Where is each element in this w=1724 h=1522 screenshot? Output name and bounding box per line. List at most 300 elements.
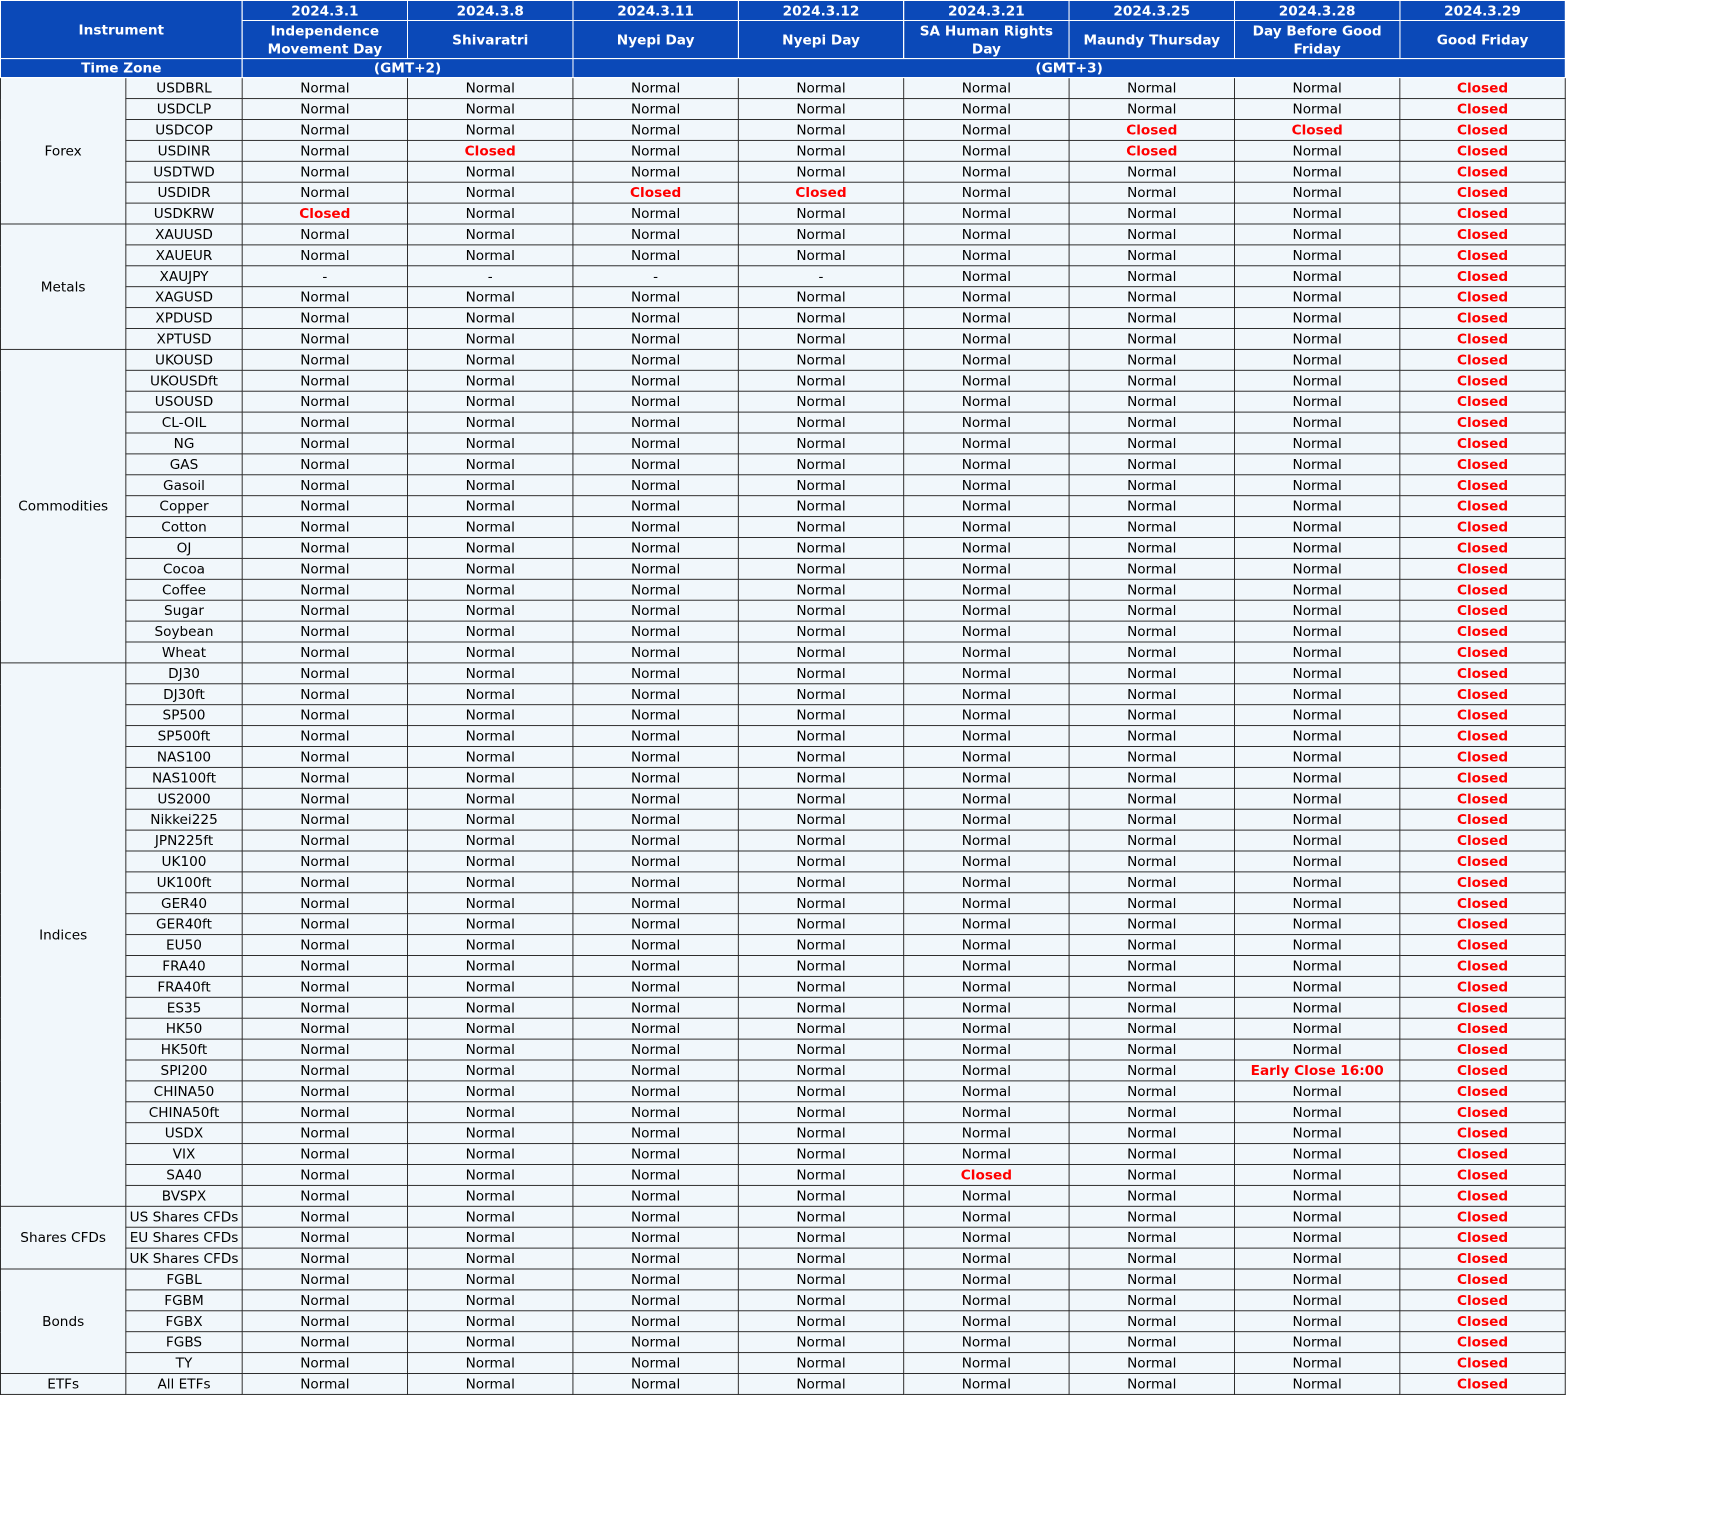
status-cell: Normal [904, 621, 1069, 642]
instrument-name: USDTWD [126, 161, 242, 182]
status-cell: Normal [242, 809, 407, 830]
category-cell: Bonds [0, 1269, 125, 1374]
status-cell: Normal [408, 308, 573, 329]
status-cell: Normal [1234, 914, 1399, 935]
status-cell: Normal [904, 872, 1069, 893]
instrument-header: Instrument [0, 0, 242, 58]
table-row [0, 182, 1565, 203]
status-cell: Normal [738, 517, 903, 538]
instrument-name: Sugar [126, 600, 242, 621]
status-cell: Normal [242, 391, 407, 412]
status-cell: Closed [1400, 976, 1565, 997]
status-cell: Normal [1234, 224, 1399, 245]
status-cell: Normal [738, 1123, 903, 1144]
status-cell: Normal [738, 663, 903, 684]
status-cell: Normal [1234, 1123, 1399, 1144]
instrument-name: SPI200 [126, 1060, 242, 1081]
status-cell: Normal [1234, 78, 1399, 99]
status-cell: Normal [408, 642, 573, 663]
instrument-name: XAGUSD [126, 287, 242, 308]
status-cell: Closed [1400, 454, 1565, 475]
table-row [0, 287, 1565, 308]
status-cell: Normal [904, 809, 1069, 830]
status-cell: Normal [242, 496, 407, 517]
status-cell: Normal [573, 517, 738, 538]
status-cell: Normal [573, 1248, 738, 1269]
status-cell: Normal [408, 1227, 573, 1248]
status-cell: Normal [1234, 767, 1399, 788]
status-cell: Normal [738, 161, 903, 182]
status-cell: Normal [573, 600, 738, 621]
status-cell: Normal [1069, 1102, 1234, 1123]
status-cell: Normal [573, 830, 738, 851]
status-cell: Normal [408, 412, 573, 433]
status-cell: Closed [1400, 412, 1565, 433]
status-cell: Closed [1400, 245, 1565, 266]
status-cell: Normal [1069, 1060, 1234, 1081]
status-cell: Normal [738, 287, 903, 308]
status-cell: Normal [573, 663, 738, 684]
status-cell: Normal [242, 955, 407, 976]
instrument-name: Cocoa [126, 558, 242, 579]
status-cell: Normal [1234, 746, 1399, 767]
status-cell: Closed [1400, 328, 1565, 349]
status-cell: Normal [573, 767, 738, 788]
status-cell: Normal [573, 328, 738, 349]
status-cell: Normal [1069, 1311, 1234, 1332]
status-cell: Closed [1400, 140, 1565, 161]
status-cell: Normal [408, 726, 573, 747]
timezone-gmt2: (GMT+2) [242, 59, 573, 78]
status-cell: Normal [1069, 997, 1234, 1018]
status-cell: Closed [1400, 1144, 1565, 1165]
instrument-name: US Shares CFDs [126, 1206, 242, 1227]
table-row [0, 308, 1565, 329]
status-cell: Normal [1234, 621, 1399, 642]
status-cell: Normal [904, 1081, 1069, 1102]
instrument-name: SP500 [126, 705, 242, 726]
instrument-name: CL-OIL [126, 412, 242, 433]
status-cell: Normal [573, 287, 738, 308]
status-cell: Closed [1400, 788, 1565, 809]
status-cell: Normal [242, 1269, 407, 1290]
status-cell: Normal [242, 224, 407, 245]
category-cell: Shares CFDs [0, 1206, 125, 1269]
status-cell: Normal [738, 328, 903, 349]
status-cell: Normal [242, 1081, 407, 1102]
instrument-name: All ETFs [126, 1374, 242, 1395]
status-cell: Closed [1234, 119, 1399, 140]
status-cell: Normal [1069, 1227, 1234, 1248]
status-cell: Normal [738, 767, 903, 788]
instrument-name: NAS100 [126, 746, 242, 767]
status-cell: Closed [1400, 370, 1565, 391]
status-cell: Closed [1400, 119, 1565, 140]
status-cell: Normal [573, 1185, 738, 1206]
status-cell: Normal [1234, 558, 1399, 579]
instrument-name: SP500ft [126, 726, 242, 747]
table-row [0, 1081, 1565, 1102]
table-row [0, 1060, 1565, 1081]
status-cell: Normal [573, 1144, 738, 1165]
status-cell: Closed [1400, 99, 1565, 120]
status-cell: Normal [904, 788, 1069, 809]
status-cell: Normal [573, 119, 738, 140]
status-cell: Normal [1234, 1164, 1399, 1185]
status-cell: Normal [242, 370, 407, 391]
status-cell: Normal [904, 851, 1069, 872]
status-cell: Normal [573, 245, 738, 266]
status-cell: Normal [408, 1332, 573, 1353]
status-cell: Normal [1069, 684, 1234, 705]
status-cell: Normal [408, 746, 573, 767]
status-cell: Normal [738, 496, 903, 517]
status-cell: Normal [242, 1290, 407, 1311]
status-cell: Normal [738, 1081, 903, 1102]
status-cell: - [738, 266, 903, 287]
status-cell: Normal [242, 914, 407, 935]
status-cell: Normal [573, 893, 738, 914]
status-cell: Normal [1069, 1081, 1234, 1102]
instrument-name: OJ [126, 537, 242, 558]
status-cell: Normal [573, 140, 738, 161]
status-cell: Closed [1400, 746, 1565, 767]
status-cell: Closed [1400, 558, 1565, 579]
table-row [0, 1164, 1565, 1185]
instrument-name: FGBM [126, 1290, 242, 1311]
table-row [0, 1248, 1565, 1269]
status-cell: Closed [1400, 224, 1565, 245]
status-cell: Normal [1069, 642, 1234, 663]
table-row [0, 558, 1565, 579]
status-cell: Normal [242, 684, 407, 705]
date-header: 2024.3.28 [1234, 0, 1399, 20]
status-cell: Normal [573, 684, 738, 705]
status-cell: Normal [904, 1353, 1069, 1374]
status-cell: Closed [1069, 140, 1234, 161]
instrument-name: USDX [126, 1123, 242, 1144]
status-cell: Normal [1234, 1374, 1399, 1395]
table-row [0, 537, 1565, 558]
status-cell: Normal [904, 1227, 1069, 1248]
holiday-header: SA Human Rights Day [904, 20, 1069, 58]
status-cell: Closed [1400, 1227, 1565, 1248]
status-cell: Normal [408, 203, 573, 224]
instrument-name: USDKRW [126, 203, 242, 224]
category-cell: Indices [0, 663, 125, 1206]
status-cell: Normal [904, 433, 1069, 454]
status-cell: Normal [904, 579, 1069, 600]
status-cell: Normal [242, 119, 407, 140]
status-cell: Closed [1400, 78, 1565, 99]
status-cell: Normal [242, 893, 407, 914]
table-row [0, 78, 1565, 99]
table-row [0, 496, 1565, 517]
status-cell: Normal [573, 642, 738, 663]
status-cell: Normal [408, 1248, 573, 1269]
status-cell: Normal [408, 893, 573, 914]
status-cell: Normal [1069, 1353, 1234, 1374]
table-row [0, 1290, 1565, 1311]
status-cell: Normal [573, 1269, 738, 1290]
status-cell: Normal [1069, 1018, 1234, 1039]
status-cell: Closed [1400, 349, 1565, 370]
status-cell: Normal [1234, 1206, 1399, 1227]
holiday-header: Day Before Good Friday [1234, 20, 1399, 58]
status-cell: Normal [408, 914, 573, 935]
status-cell: Normal [408, 1269, 573, 1290]
status-cell: Normal [573, 1123, 738, 1144]
status-cell: Normal [242, 1164, 407, 1185]
status-cell: Normal [242, 746, 407, 767]
status-cell: Normal [904, 517, 1069, 538]
status-cell: Normal [573, 1164, 738, 1185]
status-cell: Normal [242, 161, 407, 182]
date-header: 2024.3.21 [904, 0, 1069, 20]
status-cell: Normal [738, 1164, 903, 1185]
status-cell: Normal [573, 579, 738, 600]
status-cell: Normal [1234, 140, 1399, 161]
status-cell: Closed [1400, 1039, 1565, 1060]
instrument-name: JPN225ft [126, 830, 242, 851]
status-cell: Normal [738, 1353, 903, 1374]
table-row [0, 642, 1565, 663]
status-cell: Normal [1069, 1248, 1234, 1269]
instrument-name: XAUEUR [126, 245, 242, 266]
status-cell: Closed [1400, 1353, 1565, 1374]
status-cell: Normal [904, 1102, 1069, 1123]
status-cell: Normal [904, 119, 1069, 140]
status-cell: Normal [1234, 955, 1399, 976]
status-cell: Normal [738, 1311, 903, 1332]
status-cell: Normal [738, 1185, 903, 1206]
status-cell: Closed [1400, 726, 1565, 747]
status-cell: Normal [1069, 872, 1234, 893]
status-cell: Normal [1234, 1353, 1399, 1374]
status-cell: Normal [573, 308, 738, 329]
instrument-name: Gasoil [126, 475, 242, 496]
status-cell: Normal [1234, 370, 1399, 391]
status-cell: Normal [1234, 705, 1399, 726]
instrument-name: VIX [126, 1144, 242, 1165]
instrument-name: Soybean [126, 621, 242, 642]
holiday-header: Shivaratri [408, 20, 573, 58]
status-cell: Normal [738, 1374, 903, 1395]
status-cell: Normal [904, 78, 1069, 99]
status-cell: Normal [408, 370, 573, 391]
status-cell: Normal [1234, 642, 1399, 663]
status-cell: Normal [408, 788, 573, 809]
table-row [0, 266, 1565, 287]
status-cell: Normal [1234, 433, 1399, 454]
table-row [0, 1144, 1565, 1165]
table-row [0, 1374, 1565, 1395]
status-cell: Normal [904, 454, 1069, 475]
status-cell: Normal [1069, 328, 1234, 349]
status-cell: Normal [738, 308, 903, 329]
instrument-name: XAUJPY [126, 266, 242, 287]
status-cell: Normal [1234, 161, 1399, 182]
status-cell: Normal [1069, 1185, 1234, 1206]
status-cell: Normal [573, 161, 738, 182]
status-cell: Normal [738, 872, 903, 893]
status-cell: Normal [904, 537, 1069, 558]
status-cell: Closed [1400, 955, 1565, 976]
status-cell: Normal [408, 1374, 573, 1395]
status-cell: Normal [738, 851, 903, 872]
status-cell: Normal [1234, 1102, 1399, 1123]
status-cell: Normal [1234, 726, 1399, 747]
status-cell: Normal [242, 872, 407, 893]
table-row [0, 1018, 1565, 1039]
date-header: 2024.3.11 [573, 0, 738, 20]
status-cell: Normal [1234, 893, 1399, 914]
status-cell: Normal [1234, 537, 1399, 558]
status-cell: Closed [1400, 851, 1565, 872]
status-cell: Normal [904, 1374, 1069, 1395]
status-cell: Normal [738, 809, 903, 830]
status-cell: Closed [1400, 496, 1565, 517]
status-cell: Normal [904, 726, 1069, 747]
status-cell: Normal [738, 705, 903, 726]
status-cell: Normal [1069, 726, 1234, 747]
status-cell: Normal [408, 830, 573, 851]
instrument-name: FRA40 [126, 955, 242, 976]
status-cell: Normal [408, 1311, 573, 1332]
status-cell: Normal [904, 935, 1069, 956]
status-cell: Normal [573, 349, 738, 370]
status-cell: Normal [242, 537, 407, 558]
status-cell: Normal [904, 1185, 1069, 1206]
instrument-name: GER40ft [126, 914, 242, 935]
table-header [0, 0, 1565, 77]
table-body [0, 78, 1565, 1395]
table-row [0, 349, 1565, 370]
status-cell: Normal [738, 976, 903, 997]
status-cell: Normal [738, 830, 903, 851]
status-cell: Closed [1400, 579, 1565, 600]
status-cell: Normal [904, 287, 1069, 308]
status-cell: Normal [573, 475, 738, 496]
status-cell: Normal [1069, 767, 1234, 788]
status-cell: Normal [408, 684, 573, 705]
table-row [0, 600, 1565, 621]
category-cell: Metals [0, 224, 125, 349]
status-cell: Closed [1400, 997, 1565, 1018]
status-cell: Normal [1069, 1374, 1234, 1395]
status-cell: Normal [573, 1332, 738, 1353]
status-cell: Normal [738, 684, 903, 705]
status-cell: Normal [1234, 600, 1399, 621]
status-cell: Normal [408, 1102, 573, 1123]
table-row [0, 99, 1565, 120]
status-cell: Normal [408, 1206, 573, 1227]
date-row [0, 0, 1565, 20]
status-cell: Closed [1400, 1060, 1565, 1081]
status-cell: Normal [408, 558, 573, 579]
status-cell: Normal [1234, 99, 1399, 120]
instrument-name: USDINR [126, 140, 242, 161]
status-cell: Normal [904, 161, 1069, 182]
status-cell: Normal [738, 1018, 903, 1039]
status-cell: Closed [1400, 266, 1565, 287]
status-cell: Normal [1069, 893, 1234, 914]
instrument-name: ES35 [126, 997, 242, 1018]
status-cell: Normal [1234, 496, 1399, 517]
status-cell: Normal [242, 287, 407, 308]
category-cell: Forex [0, 78, 125, 224]
timezone-gmt3: (GMT+3) [573, 59, 1565, 78]
status-cell: Normal [738, 475, 903, 496]
holiday-header: Good Friday [1400, 20, 1565, 58]
status-cell: Normal [738, 893, 903, 914]
status-cell: Normal [1069, 935, 1234, 956]
status-cell: Normal [242, 1123, 407, 1144]
status-cell: Normal [242, 517, 407, 538]
status-cell: Normal [904, 642, 1069, 663]
status-cell: Normal [738, 245, 903, 266]
status-cell: Normal [1069, 621, 1234, 642]
status-cell: Normal [573, 496, 738, 517]
status-cell: Normal [1234, 663, 1399, 684]
table-row [0, 976, 1565, 997]
status-cell: Normal [904, 997, 1069, 1018]
status-cell: Closed [1400, 1332, 1565, 1353]
instrument-name: NG [126, 433, 242, 454]
status-cell: Normal [1234, 935, 1399, 956]
table-row [0, 809, 1565, 830]
status-cell: Closed [1400, 684, 1565, 705]
status-cell: Normal [242, 433, 407, 454]
status-cell: Normal [408, 161, 573, 182]
instrument-name: USOUSD [126, 391, 242, 412]
status-cell: Normal [242, 412, 407, 433]
status-cell: Normal [242, 1374, 407, 1395]
status-cell: Normal [904, 663, 1069, 684]
status-cell: Normal [738, 391, 903, 412]
table-row [0, 1039, 1565, 1060]
table-row [0, 893, 1565, 914]
status-cell: Closed [1400, 1185, 1565, 1206]
status-cell: Normal [1234, 1248, 1399, 1269]
status-cell: Normal [904, 1311, 1069, 1332]
status-cell: Normal [738, 1248, 903, 1269]
status-cell: Normal [1234, 830, 1399, 851]
status-cell: Closed [1400, 705, 1565, 726]
status-cell: Normal [904, 1206, 1069, 1227]
status-cell: Normal [1069, 600, 1234, 621]
status-cell: Normal [242, 579, 407, 600]
instrument-name: DJ30ft [126, 684, 242, 705]
status-cell: Normal [904, 558, 1069, 579]
status-cell: Normal [408, 537, 573, 558]
status-cell: Normal [242, 621, 407, 642]
status-cell: Normal [1234, 872, 1399, 893]
status-cell: Normal [738, 412, 903, 433]
status-cell: Normal [242, 997, 407, 1018]
status-cell: Normal [242, 663, 407, 684]
status-cell: Normal [1069, 266, 1234, 287]
status-cell: Normal [904, 308, 1069, 329]
instrument-name: CHINA50ft [126, 1102, 242, 1123]
status-cell: Normal [242, 600, 407, 621]
status-cell: Normal [1069, 788, 1234, 809]
table-row [0, 935, 1565, 956]
status-cell: Closed [1400, 642, 1565, 663]
status-cell: Normal [1069, 705, 1234, 726]
status-cell: Normal [408, 1123, 573, 1144]
status-cell: Normal [242, 976, 407, 997]
